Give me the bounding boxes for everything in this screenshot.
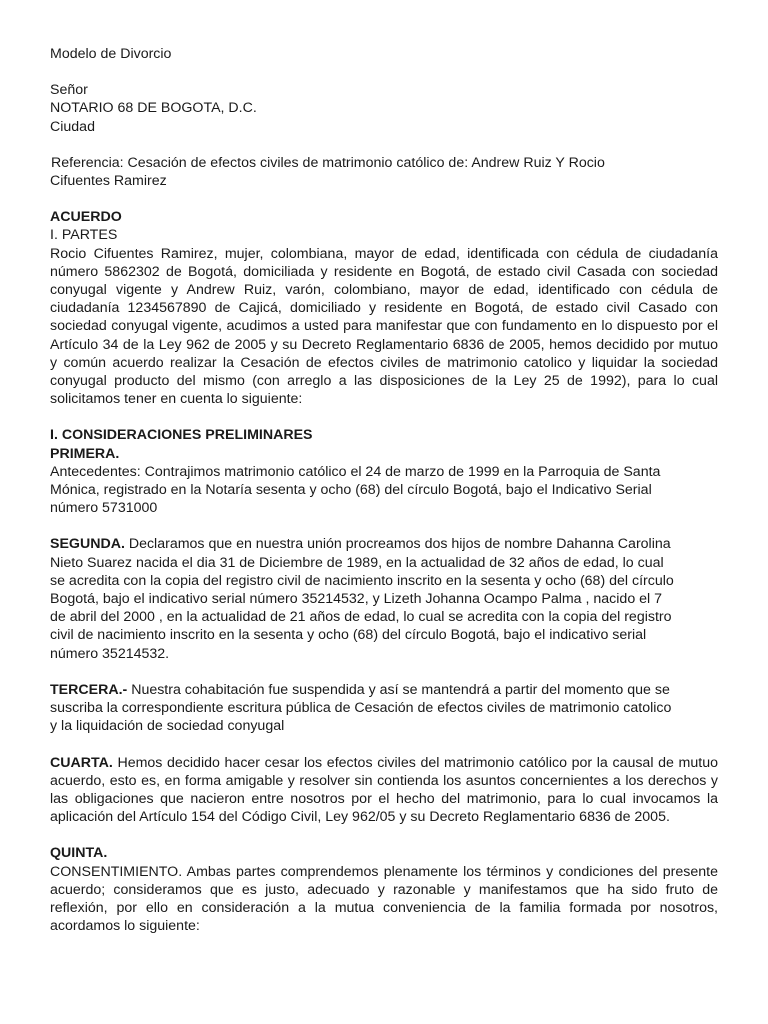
cuarta-text: Hemos decidido hacer cesar los efectos civiles del matrimonio católico por la causal de mutuo acuerdo, esto es, en forma amigable y resolver sin contienda los asuntos concernientes a los derechos y las obligaciones que nacieron entre nosotros por el hecho del matrimonio, para lo cual invocamos la aplicación del Artículo 154 del Código Civil, Ley 962/05 y su Decreto Reglamentario 6836 de 2005. <box>50 754 718 826</box>
segunda-line-2: Nieto Suarez nacida el dia 31 de Diciembre de 1989, en la actualidad de 32 años de edad, lo cual <box>50 554 664 571</box>
salutation-line-2: NOTARIO 68 DE BOGOTA, D.C. <box>50 100 257 117</box>
consideraciones-heading: I. CONSIDERACIONES PRELIMINARES <box>50 427 313 444</box>
cuarta-paragraph <box>50 754 718 827</box>
segunda-line-6: civil de nacimiento inscrito en la sesenta y ocho (68) del círculo Bogotá, bajo el indicativo serial <box>50 627 647 644</box>
primera-line-3: número 5731000 <box>50 500 158 517</box>
tercera-label: TERCERA.- <box>50 681 128 698</box>
segunda-line-5: de abril del 2000 , en la actualidad de 21 años de edad, lo cual se acredita con la copia del registro <box>50 609 672 626</box>
partes-heading: I. PARTES <box>50 227 118 244</box>
quinta-paragraph: CONSENTIMIENTO. Ambas partes comprendemos plenamente los términos y condiciones del presente acuerdo; consideramos que es justo, adecuado y razonable y manifestamos que ha sido fruto de reflexión, por ello en consideración a la mutua conveniencia de la familia formada por nosotros, acordamos lo siguiente: <box>50 863 718 935</box>
acuerdo-heading: ACUERDO <box>50 209 122 226</box>
segunda-line-7: número 35214532. <box>50 645 170 662</box>
tercera-line-2: suscriba la correspondiente escritura pública de Cesación de efectos civiles de matrimonio catolico <box>50 700 672 717</box>
salutation-line-3: Ciudad <box>50 118 95 135</box>
primera-line-1: Antecedentes: Contrajimos matrimonio católico el 24 de marzo de 1999 en la Parroquia de Santa <box>50 463 661 480</box>
tercera-line-1: Nuestra cohabitación fue suspendida y así se mantendrá a partir del momento que se <box>127 681 670 698</box>
reference-line-2: Cifuentes Ramirez <box>50 173 167 190</box>
document-page <box>50 45 718 935</box>
tercera-line-3: y la liquidación de sociedad conyugal <box>50 718 285 735</box>
segunda-paragraph-first-line <box>50 535 718 553</box>
segunda-line-4: Bogotá, bajo el indicativo serial número 35214532, y Lizeth Johanna Ocampo Palma , nacido el 7 <box>50 591 663 608</box>
tercera-paragraph-first-line <box>50 681 718 699</box>
segunda-line-1: Declaramos que en nuestra unión procreamos dos hijos de nombre Dahanna Carolina <box>124 536 671 553</box>
primera-label: PRIMERA. <box>50 445 120 462</box>
reference-line-1: Referencia: Cesación de efectos civiles de matrimonio católico de: Andrew Ruiz Y Rocio <box>51 154 605 171</box>
segunda-line-3: se acredita con la copia del registro civil de nacimiento inscrito en la sesenta y ocho (68) del círculo <box>50 572 674 589</box>
primera-line-2: Mónica, registrado en la Notaría sesenta y ocho (68) del círculo Bogotá, bajo el Indicativo Serial <box>50 482 652 499</box>
document-title: Modelo de Divorcio <box>50 46 172 62</box>
quinta-label: QUINTA. <box>50 845 108 862</box>
salutation-line-1: Señor <box>50 82 88 99</box>
partes-paragraph: Rocio Cifuentes Ramirez, mujer, colombiana, mayor de edad, identificada con cédula de ciudadanía número 5862302 de Bogotá, domiciliada y residente en Bogotá, de estado civil Casada con sociedad conyugal vigente y Andrew Ruiz, varón, colombiano, mayor de edad, identificado con cédula de ciudadanía 1234567890 de Cajicá, domiciliado y residente en Bogotá, de estado civil Casado con sociedad conyugal vigente, acudimos a usted para manifestar que con fundamento en lo dispuesto por el Artículo 34 de la Ley 962 de 2005 y su Decreto Reglamentario 6836 de 2005, hemos decidido por mutuo y común acuerdo realizar la Cesación de efectos civiles de matrimonio catolico y liquidar la sociedad conyugal producto del mismo (con arreglo a las disposiciones de la Ley 25 de 1992), para lo cual solicitamos tener en cuenta lo siguiente: <box>50 245 718 408</box>
cuarta-label: CUARTA. <box>50 754 113 771</box>
segunda-label: SEGUNDA. <box>50 536 125 553</box>
